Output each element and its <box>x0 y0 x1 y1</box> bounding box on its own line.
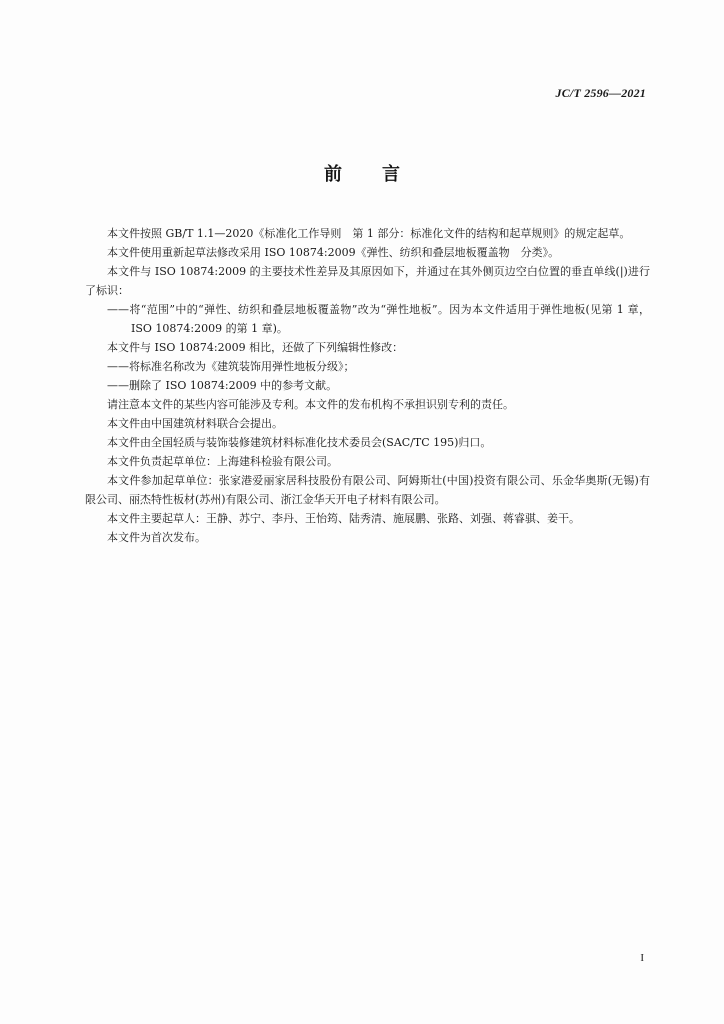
page-title: 前言 <box>324 164 440 185</box>
paragraph-drafting-rules: 本文件按照 GB/T 1.1—2020《标准化工作导则 第 1 部分：标准化文件的结构和起草规则》的规定起草。 <box>107 227 631 240</box>
paragraph-technical-committee: 本文件由全国轻质与装饰装修建筑材料标准化技术委员会(SAC/TC 195)归口。 <box>107 436 492 449</box>
paragraph-participating-units: 本文件参加起草单位：张家港爱丽家居科技股份有限公司、阿姆斯壮(中国)投资有限公司、乐金华奥斯(无锡)有限公司、丽杰特性板材(苏州)有限公司、浙江金华天开电子材料有限公司。 <box>85 474 650 506</box>
standard-number: JC/T 2596—2021 <box>555 86 646 100</box>
paragraph-adoption: 本文件使用重新起草法修改采用 ISO 10874:2009《弹性、纺织和叠层地板覆盖物 分类》。 <box>107 246 560 259</box>
foreword-body <box>85 224 650 547</box>
list-item-bibliography-removed: ——删除了 ISO 10874:2009 中的参考文献。 <box>107 379 338 392</box>
paragraph-proposer: 本文件由中国建筑材料联合会提出。 <box>107 417 283 430</box>
paragraph-editorial-changes: 本文件与 ISO 10874:2009 相比，还做了下列编辑性修改： <box>107 341 404 354</box>
page-number: I <box>640 952 644 964</box>
paragraph-technical-differences: 本文件与 ISO 10874:2009 的主要技术性差异及其原因如下，并通过在其外侧页边空白位置的垂直单线(|)进行了标识： <box>85 265 650 297</box>
paragraph-lead-drafter: 本文件负责起草单位：上海建科检验有限公司。 <box>107 455 338 468</box>
list-item-title-change: ——将标准名称改为《建筑装饰用弹性地板分级》； <box>107 360 355 373</box>
list-item-scope-change: ——将“范围”中的“弹性、纺织和叠层地板覆盖物”改为“弹性地板”。因为本文件适用于弹性地板(见第 1 章，ISO 10874:2009 的第 1 章)。 <box>107 303 650 335</box>
paragraph-patent-notice: 请注意本文件的某些内容可能涉及专利。本文件的发布机构不承担识别专利的责任。 <box>107 398 514 411</box>
paragraph-main-drafters: 本文件主要起草人：王静、苏宁、李丹、王怡筠、陆秀清、施展鹏、张路、刘强、蒋睿骐、姜干。 <box>107 512 580 525</box>
paragraph-first-edition: 本文件为首次发布。 <box>107 531 206 544</box>
